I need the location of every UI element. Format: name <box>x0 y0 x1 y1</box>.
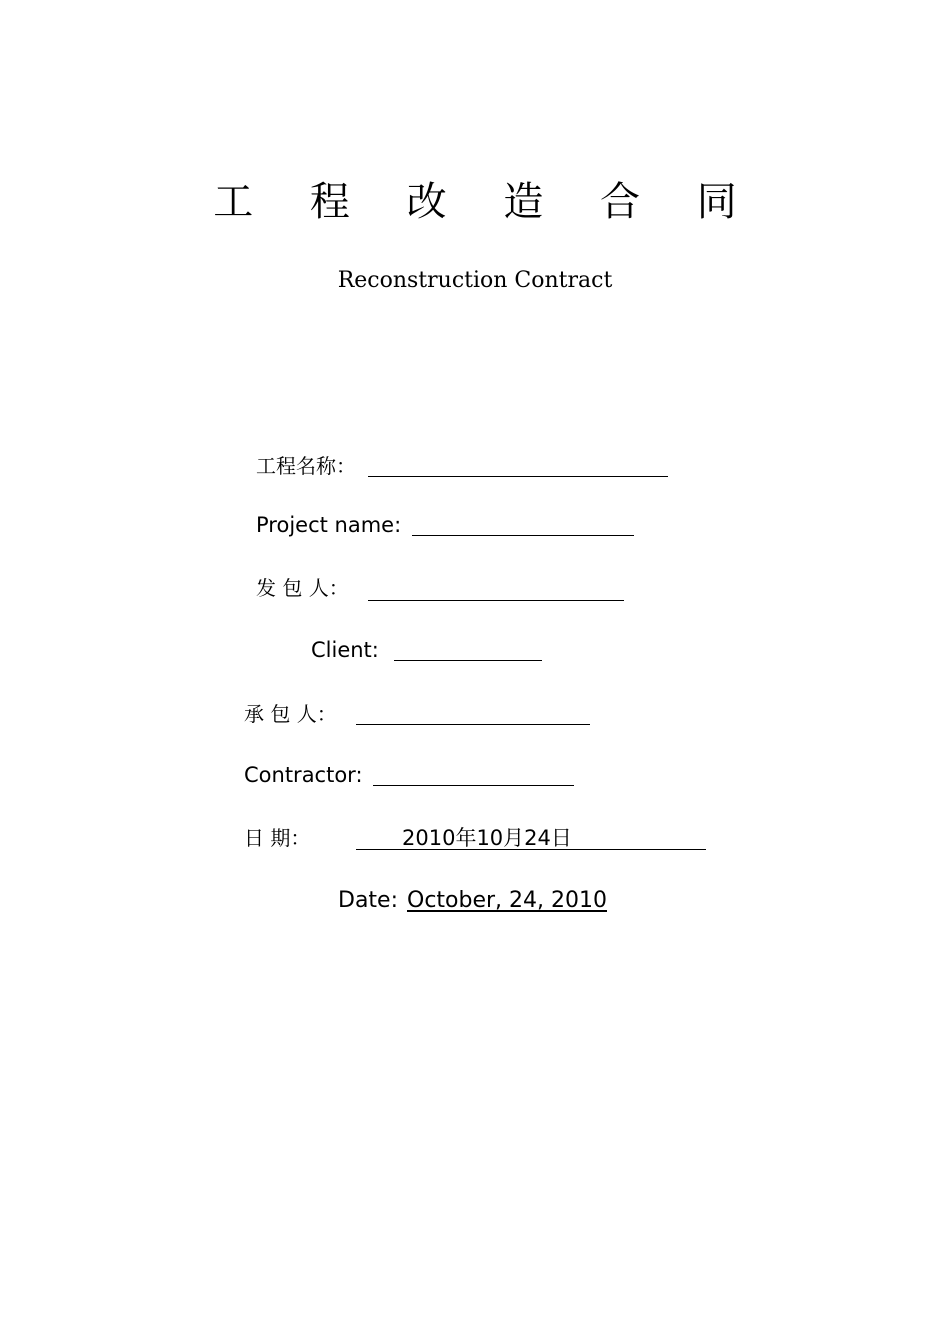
contractor-cn-blank <box>356 724 590 725</box>
project-name-cn-blank <box>368 476 668 477</box>
date-en-value: October, 24, 2010 <box>407 888 607 913</box>
project-name-en-blank <box>412 535 634 536</box>
project-name-en-label: Project name: <box>256 513 402 537</box>
date-cn-value: 2010年10月24日 <box>402 826 572 850</box>
contractor-cn-label: 承 包 人： <box>244 702 337 726</box>
project-name-cn-label: 工程名称： <box>256 454 356 478</box>
client-en-blank <box>394 660 542 661</box>
client-en-label: Client: <box>311 638 379 662</box>
document-title-english: Reconstruction Contract <box>337 268 613 293</box>
client-cn-blank <box>368 600 624 601</box>
client-cn-label: 发 包 人： <box>256 576 349 600</box>
contractor-en-label: Contractor: <box>244 763 363 787</box>
document-title-chinese: 工 程 改 造 合 同 <box>213 179 759 225</box>
contractor-en-blank <box>373 785 574 786</box>
date-cn-label: 日 期： <box>244 826 311 850</box>
date-en-label: Date: <box>338 888 398 913</box>
